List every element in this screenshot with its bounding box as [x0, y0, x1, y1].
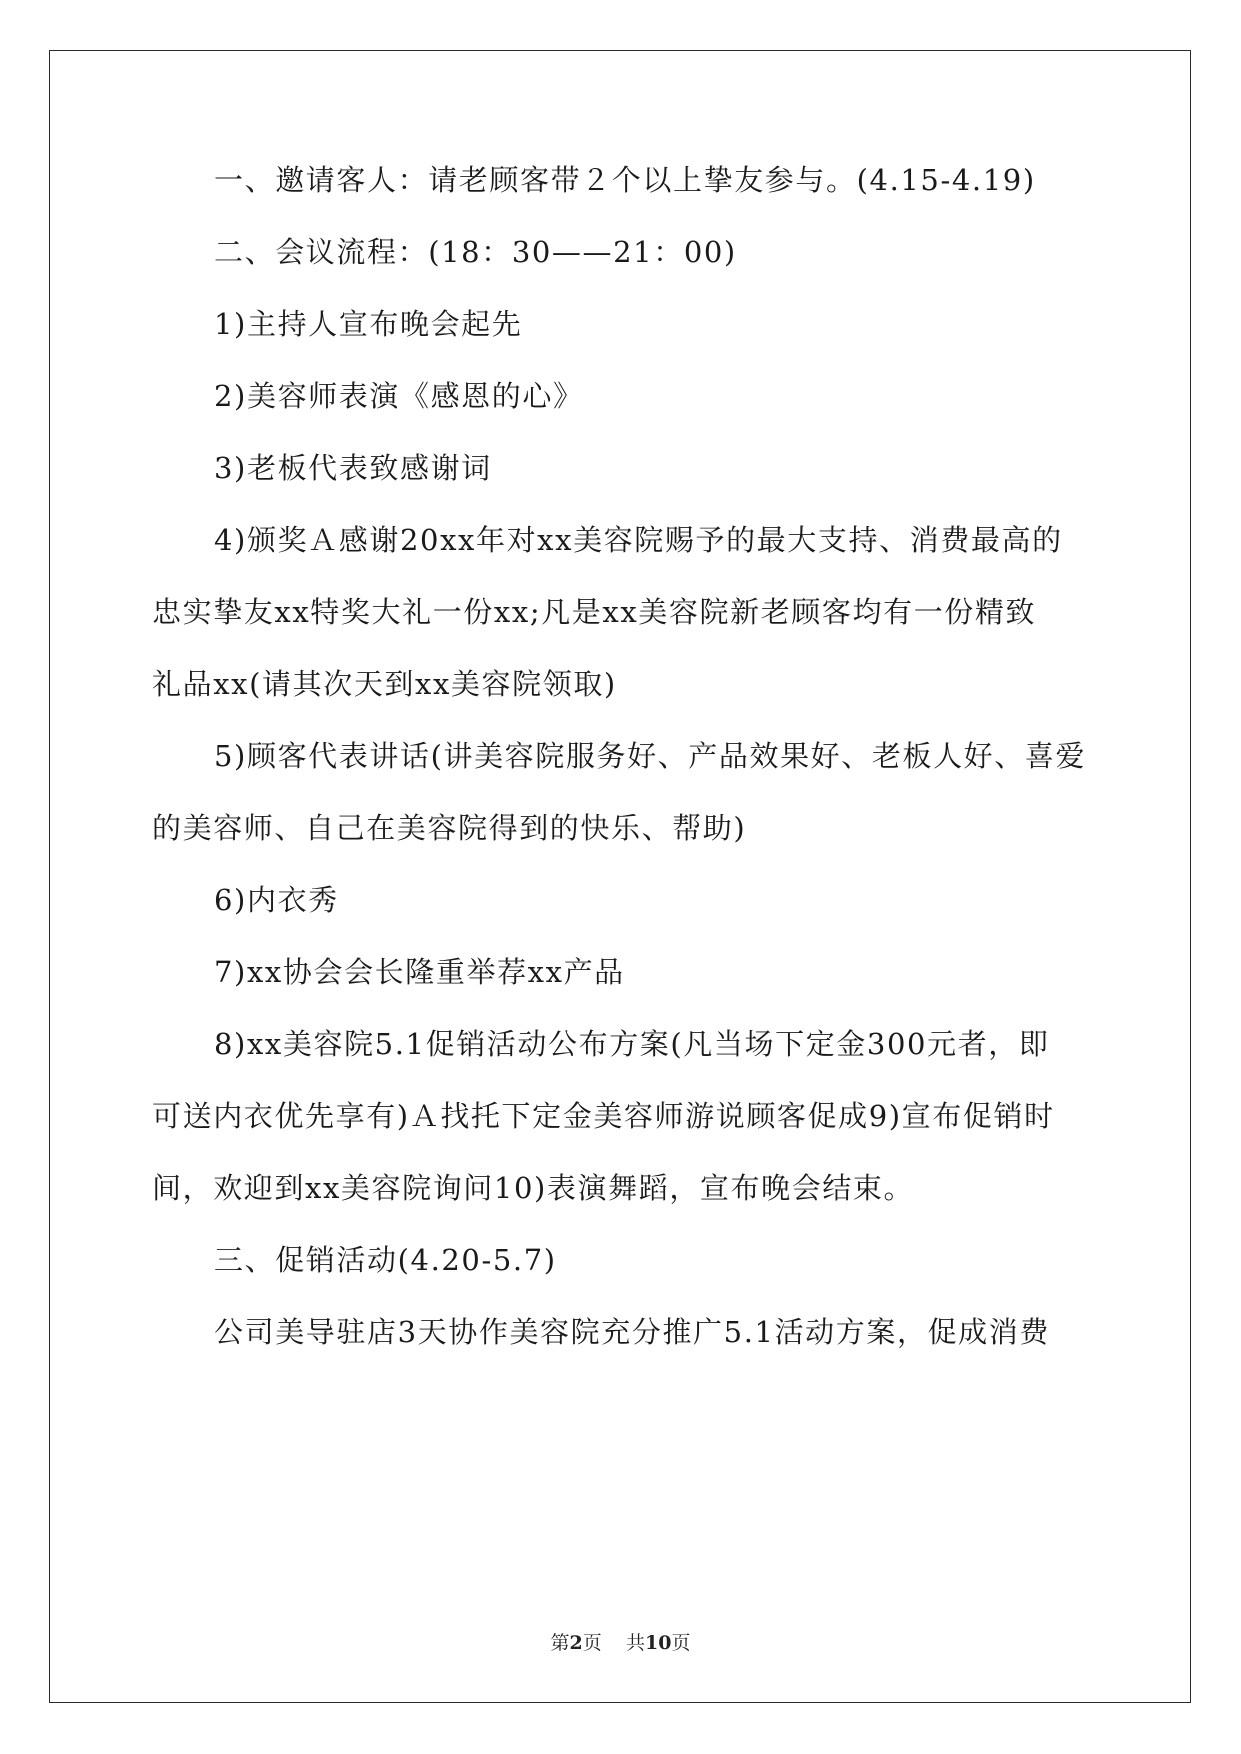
paragraph-line: 7)xx协会会长隆重举荐xx产品 — [214, 955, 625, 989]
paragraph-line: 5)顾客代表讲话(讲美容院服务好、产品效果好、老板人好、喜爱 — [214, 739, 1087, 773]
paragraph-line: 一、邀请客人：请老顾客带２个以上挚友参与。(4.15-4.19) — [214, 163, 1036, 197]
paragraph-line: 礼品xx(请其次天到xx美容院领取) — [152, 667, 617, 701]
paragraph-line: 间，欢迎到xx美容院询问10)表演舞蹈，宣布晚会结束。 — [152, 1171, 915, 1205]
page-suffix: 页 — [582, 1632, 602, 1654]
page-footer — [0, 1628, 1241, 1655]
paragraph-line: 的美容师、自己在美容院得到的快乐、帮助) — [152, 811, 747, 845]
paragraph-line: 6)内衣秀 — [214, 883, 339, 917]
paragraph-line: 公司美导驻店3天协作美容院充分推广5.1活动方案，促成消费 — [214, 1315, 1050, 1349]
paragraph-line: 二、会议流程：(18：30——21：00) — [214, 235, 737, 269]
paragraph-line: 忠实挚友xx特奖大礼一份xx;凡是xx美容院新老顾客均有一份精致 — [152, 595, 1037, 629]
paragraph-line: 三、促销活动(4.20-5.7) — [214, 1243, 557, 1277]
paragraph-line: 8)xx美容院5.1促销活动公布方案(凡当场下定金300元者，即 — [214, 1027, 1050, 1061]
paragraph-line: 4)颁奖Ａ感谢20xx年对xx美容院赐予的最大支持、消费最高的 — [214, 523, 1063, 557]
page-border — [49, 50, 1191, 1703]
total-pages: 10 — [644, 1632, 672, 1654]
paragraph-line: 2)美容师表演《感恩的心》 — [214, 379, 584, 413]
paragraph-line: 3)老板代表致感谢词 — [214, 451, 492, 485]
page-prefix: 第 — [550, 1632, 570, 1654]
page-number: 2 — [569, 1632, 583, 1654]
total-prefix: 共 — [625, 1632, 645, 1654]
total-suffix: 页 — [671, 1632, 691, 1654]
paragraph-line: 可送内衣优先享有)Ａ找托下定金美容师游说顾客促成9)宣布促销时 — [152, 1099, 1055, 1133]
paragraph-line: 1)主持人宣布晚会起先 — [214, 307, 523, 341]
